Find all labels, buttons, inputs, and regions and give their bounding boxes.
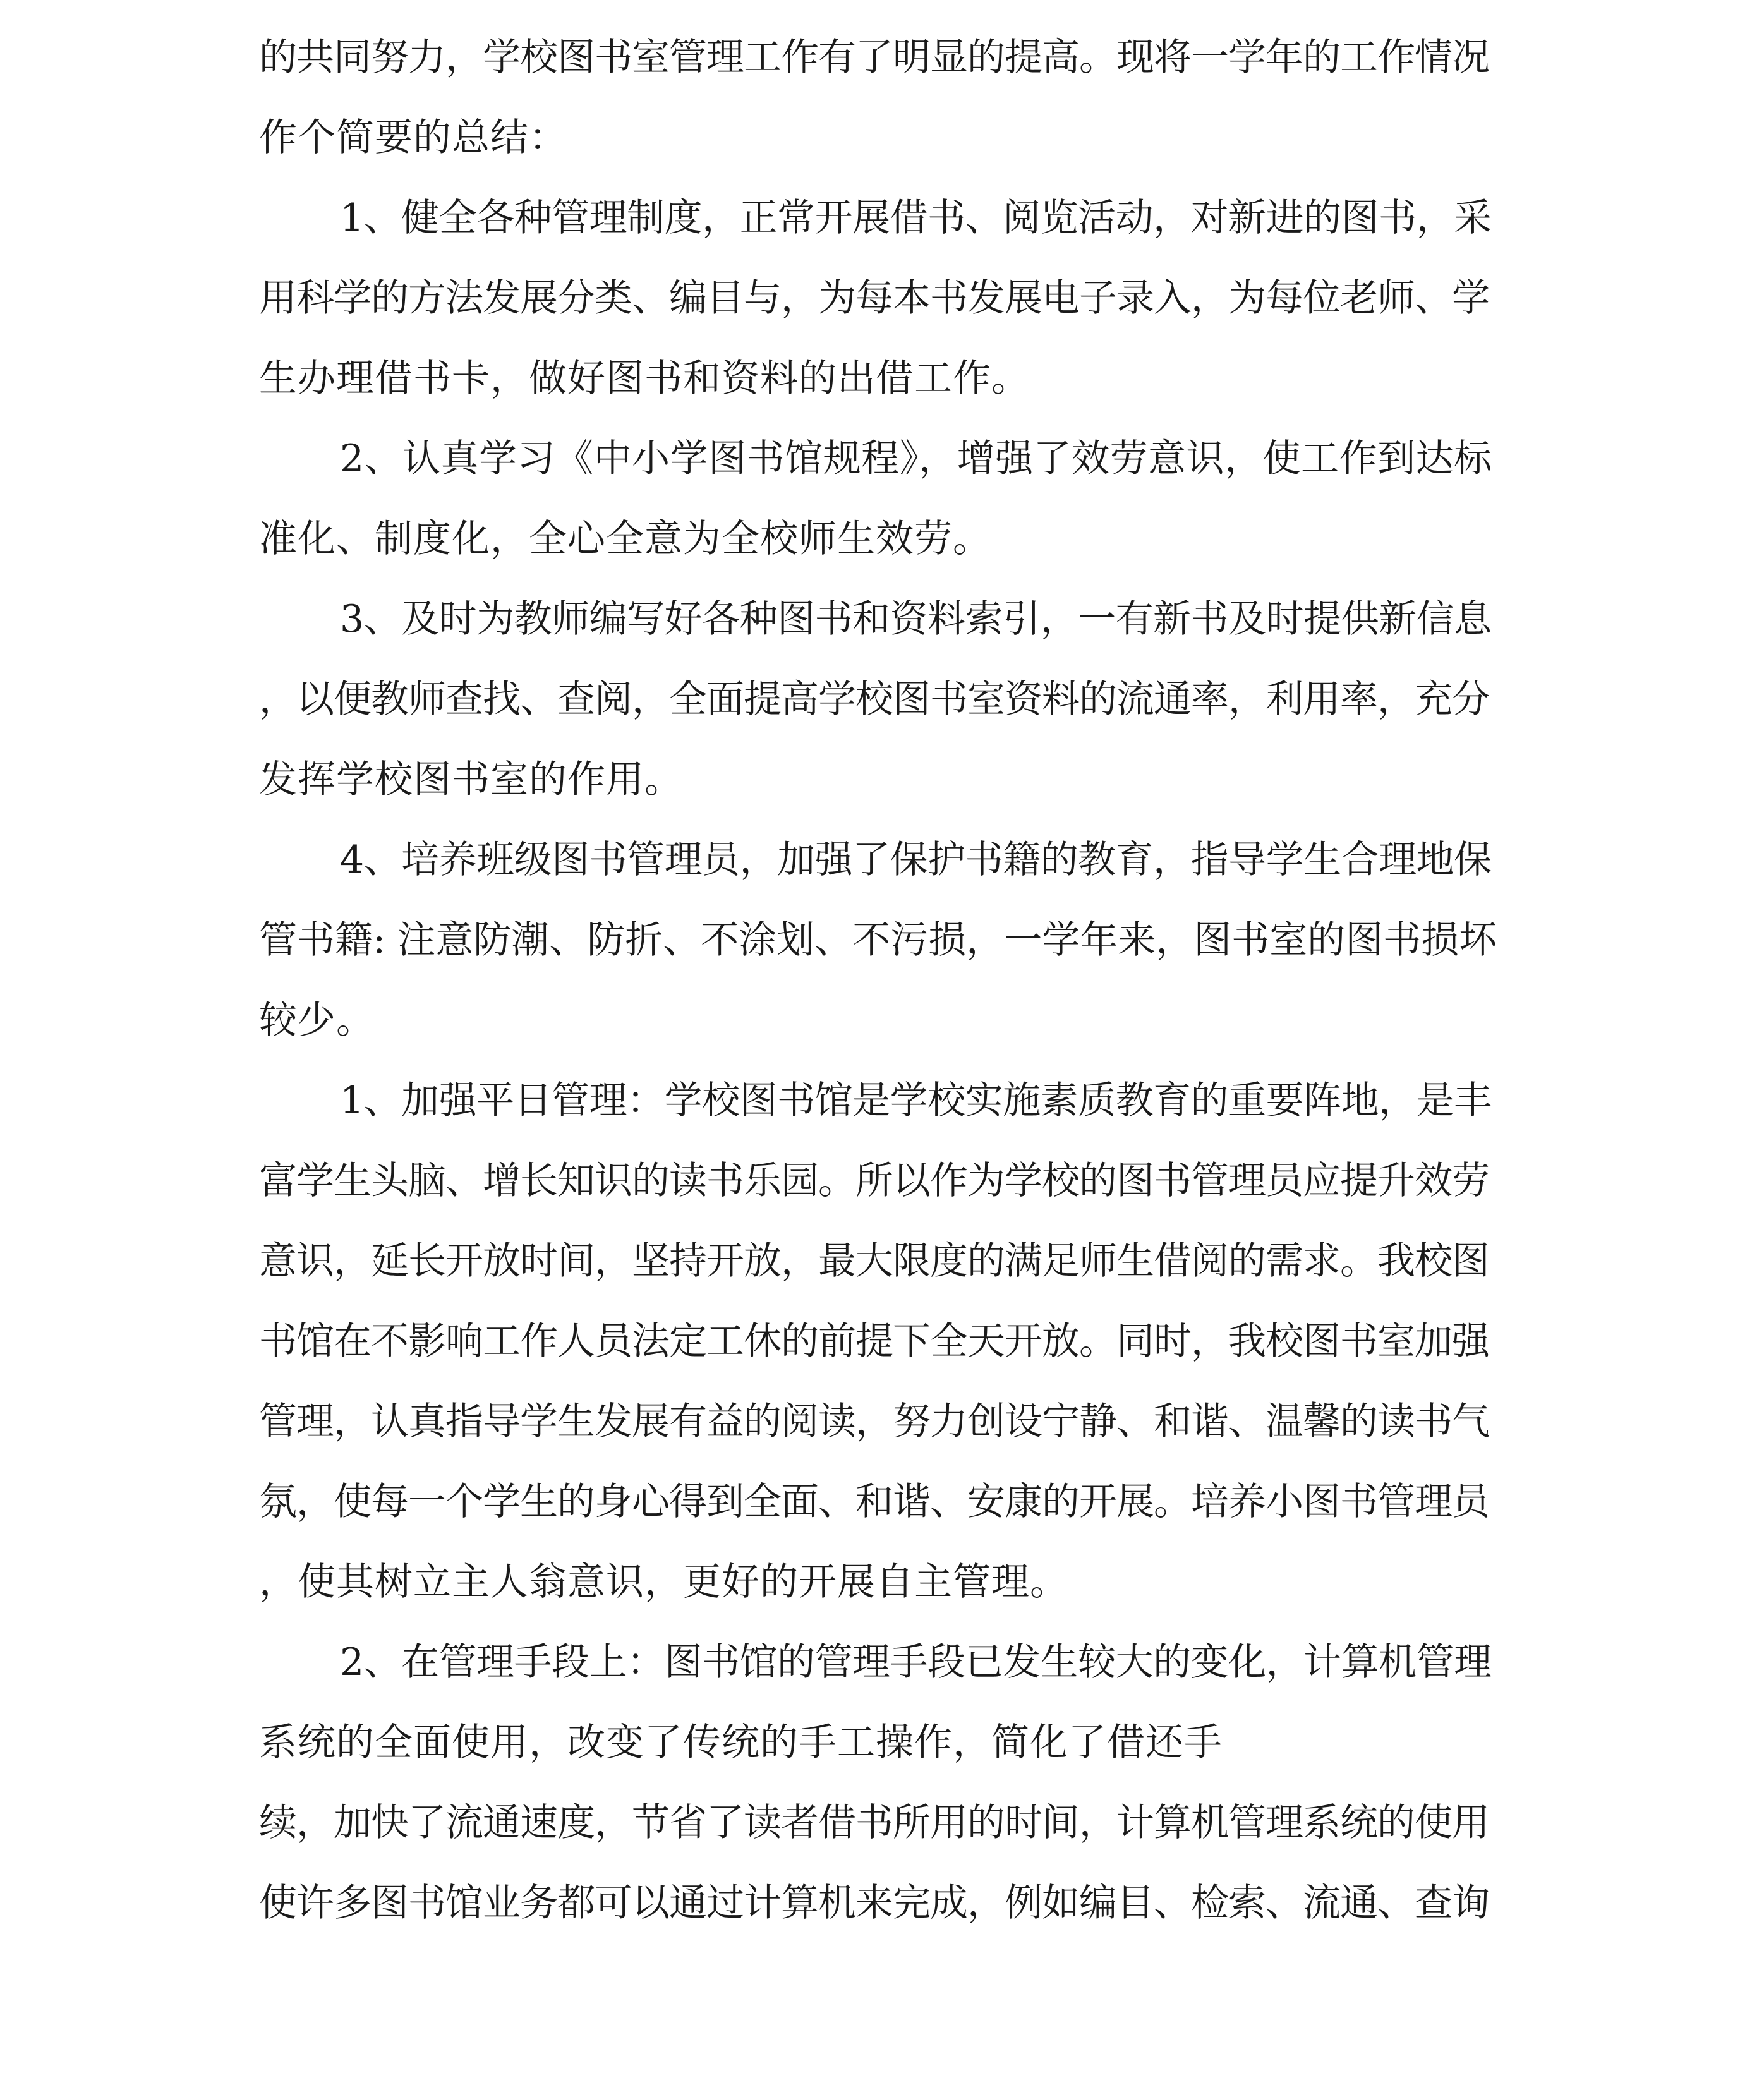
text-line: 使许多图书馆业务都可以通过计算机来完成，例如编目、检索、流通、查询	[259, 1881, 1489, 1925]
text-line: ，以便教师查找、查阅，全面提高学校图书室资料的流通率，利用率，充分	[259, 677, 1489, 722]
text-line: 作个简要的总结：	[259, 116, 567, 160]
text-line: 用科学的方法发展分类、编目与，为每本书发展电子录入，为每位老师、学	[259, 276, 1489, 320]
text-line: 2、在管理手段上：图书馆的管理手段已发生较大的变化，计算机管理	[340, 1640, 1492, 1684]
text-line: 2、认真学习《中小学图书馆规程》，增强了效劳意识，使工作到达标	[340, 437, 1492, 481]
text-line: 意识，延长开放时间，坚持开放，最大限度的满足师生借阅的需求。我校图	[259, 1239, 1489, 1283]
document-body	[259, 18, 1497, 1943]
text-line: 富学生头脑、增长知识的读书乐园。所以作为学校的图书管理员应提升效劳	[259, 1159, 1489, 1203]
text-line: 3、及时为教师编写好各种图书和资料索引，一有新书及时提供新信息	[340, 597, 1492, 641]
text-line: 准化、制度化，全心全意为全校师生效劳。	[259, 517, 991, 561]
text-line: 4、培养班级图书管理员，加强了保护书籍的教育，指导学生合理地保	[340, 838, 1492, 882]
text-line: 1、健全各种管理制度，正常开展借书、阅览活动，对新进的图书，采	[340, 196, 1492, 240]
text-line: 管书籍: 注意防潮、防折、不涂划、不污损，一学年来，图书室的图书损坏	[259, 918, 1497, 962]
text-line: 续，加快了流通速度，节省了读者借书所用的时间，计算机管理系统的使用	[259, 1801, 1489, 1845]
text-line: 系统的全面使用，改变了传统的手工操作，简化了借还手	[259, 1720, 1223, 1765]
text-line: 较少。	[259, 998, 375, 1042]
text-line: 的共同努力，学校图书室管理工作有了明显的提高。现将一学年的工作情况	[259, 35, 1489, 80]
text-line: ，使其树立主人翁意识，更好的开展自主管理。	[259, 1560, 1068, 1604]
text-line: 氛，使每一个学生的身心得到全面、和谐、安康的开展。培养小图书管理员	[259, 1480, 1489, 1524]
text-line: 1、加强平日管理：学校图书馆是学校实施素质教育的重要阵地，是丰	[340, 1079, 1492, 1123]
text-line: 发挥学校图书室的作用。	[259, 758, 683, 802]
text-line: 书馆在不影响工作人员法定工休的前提下全天开放。同时，我校图书室加强	[259, 1319, 1489, 1363]
text-line: 生办理借书卡，做好图书和资料的出借工作。	[259, 356, 1030, 401]
text-line: 管理，认真指导学生发展有益的阅读，努力创设宁静、和谐、温馨的读书气	[259, 1399, 1489, 1444]
